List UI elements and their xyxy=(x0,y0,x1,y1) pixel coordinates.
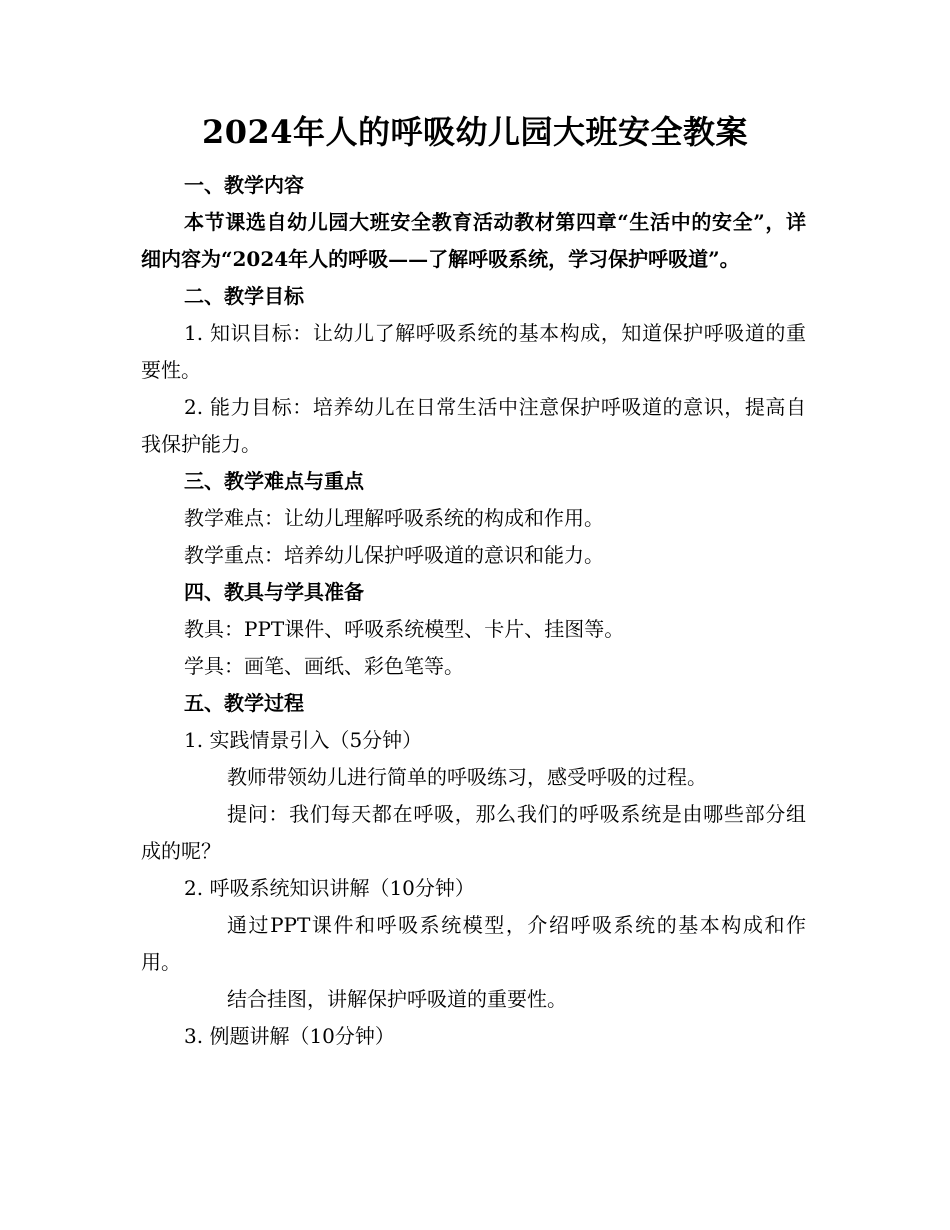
document-body xyxy=(141,167,806,1055)
section-heading-process: 五、教学过程 xyxy=(184,691,304,715)
section-paragraph-content: 本节课选自幼儿园大班安全教育活动教材第四章“生活中的安全”，详细内容为“2024年人的呼吸——了解呼吸系统，学习保护呼吸道”。 xyxy=(141,210,806,271)
process-step-3: 3. 例题讲解（10分钟） xyxy=(184,1024,395,1048)
process-step-1-detail-b: 提问：我们每天都在呼吸，那么我们的呼吸系统是由哪些部分组成的呢？ xyxy=(141,802,806,863)
section-heading-goals: 二、教学目标 xyxy=(184,284,304,308)
section-heading-difficulty: 三、教学难点与重点 xyxy=(184,469,364,493)
student-materials-text: 学具：画笔、画纸、彩色笔等。 xyxy=(184,654,464,678)
teacher-materials-text: 教具：PPT课件、呼吸系统模型、卡片、挂图等。 xyxy=(184,617,625,641)
process-step-2: 2. 呼吸系统知识讲解（10分钟） xyxy=(184,876,475,900)
document-title: 2024年人的呼吸幼儿园大班安全教案 xyxy=(201,113,749,151)
process-step-2-detail-a: 通过PPT课件和呼吸系统模型，介绍呼吸系统的基本构成和作用。 xyxy=(141,913,806,974)
process-step-2-detail-b: 结合挂图，讲解保护呼吸道的重要性。 xyxy=(227,987,567,1011)
goal-item-knowledge: 1. 知识目标：让幼儿了解呼吸系统的基本构成，知道保护呼吸道的重要性。 xyxy=(141,321,806,382)
process-step-1: 1. 实践情景引入（5分钟） xyxy=(184,728,423,752)
goal-item-ability: 2. 能力目标：培养幼儿在日常生活中注意保护呼吸道的意识，提高自我保护能力。 xyxy=(141,395,806,456)
process-step-1-detail-a: 教师带领幼儿进行简单的呼吸练习，感受呼吸的过程。 xyxy=(227,765,707,789)
difficulty-text: 教学难点：让幼儿理解呼吸系统的构成和作用。 xyxy=(184,506,604,530)
section-heading-content: 一、教学内容 xyxy=(184,173,304,197)
key-point-text: 教学重点：培养幼儿保护呼吸道的意识和能力。 xyxy=(184,543,604,567)
section-heading-materials: 四、教具与学具准备 xyxy=(184,580,364,604)
